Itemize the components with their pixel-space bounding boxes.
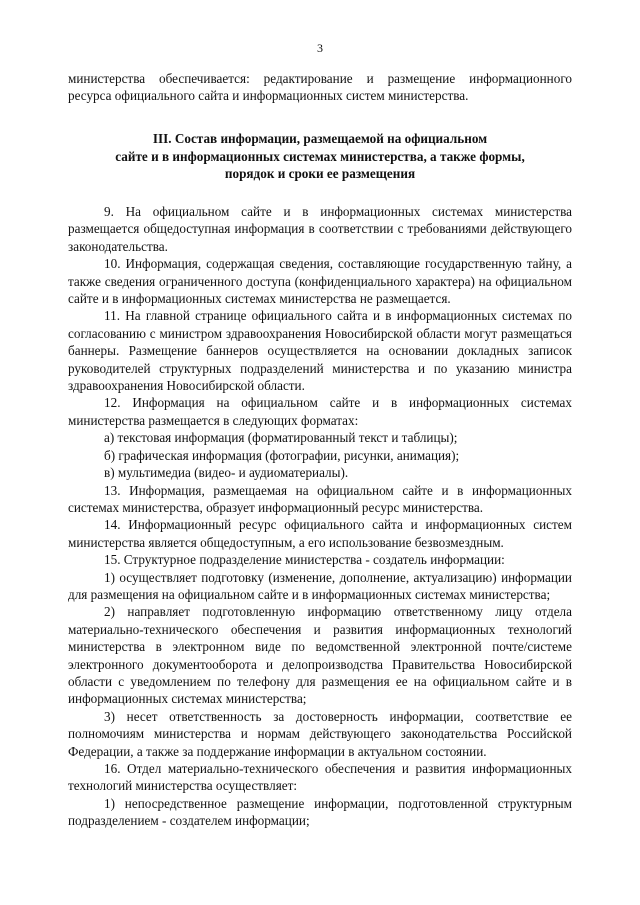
intro-line-2: ресурса официального сайта и информационных систем министерства. [68,88,469,104]
list-item-a: а) текстовая информация (форматированный текст и таблицы); [104,430,458,446]
intro-line-1: министерства обеспечивается: редактирование и размещение информационного [68,71,572,86]
section-body [68,203,572,830]
intro-paragraph [68,70,572,105]
paragraph-13: 13. Информация, размещаемая на официальном сайте и в информационных системах министерства, образует информационный ресурс министерства. [68,482,572,515]
section-heading-line-2: сайте и в информационных системах министерства, а также формы, [115,148,525,164]
paragraph-15: 15. Структурное подразделение министерства - создатель информации: [104,552,505,568]
page-number: 3 [317,41,323,55]
paragraph-11: 11. На главной странице официального сайта и в информационных системах по согласованию с министром здравоохранения Новосибирской области могут размещаться баннеры. Размещение баннеров осуществляется на основании докладных записок руководителей структурных подразделений министерства и по указанию министра здравоохранения Новосибирской области. [68,308,572,394]
paragraph-16-item-1: 1) непосредственное размещение информации, подготовленной структурным подразделением - создателем информации; [68,795,572,829]
paragraph-16: 16. Отдел материально-технического обеспечения и развития информационных технологий министерства осуществляет: [68,761,572,794]
section-heading-line-3: порядок и сроки ее размещения [224,166,416,182]
paragraph-9: 9. На официальном сайте и в информационных системах министерства размещается общедоступная информация в соответствии с требованиями действующего законодательства. [68,204,572,254]
paragraph-10: 10. Информация, содержащая сведения, составляющие государственную тайну, а также сведения ограниченного доступа (конфиденциального характера) на официальном сайте и в информационных системах министерства не размещается. [68,256,572,307]
paragraph-15-item-3: 3) несет ответственность за достоверность информации, соответствие ее полномочиям министерства и нормам действующего законодательства Российской Федерации, а также за поддержание информации в актуальном состоянии. [68,708,572,759]
section-heading-line-1: III. Состав информации, размещаемой на официальном [152,131,488,146]
list-item-v: в) мультимедиа (видео- и аудиоматериалы). [104,465,349,481]
paragraph-14: 14. Информационный ресурс официального сайта и информационных систем министерства является общедоступным, а его использование безвозмездным. [68,517,572,550]
paragraph-15-item-2: 2) направляет подготовленную информацию ответственному лицу отдела материально-технического обеспечения и развития информационных технологий министерства в электронном виде по ведомственной электронной почте/системе электронного документооборота и делопроизводства Правительства Новосибирской области с уведомлением по телефону для размещения ее на официальном сайте и в информационных системах министерства; [68,604,572,707]
paragraph-12: 12. Информация на официальном сайте и в информационных системах министерства размещается в следующих форматах: [68,395,572,428]
section-heading [68,130,572,183]
paragraph-15-item-1: 1) осуществляет подготовку (изменение, дополнение, актуализацию) информации для размещения на официальном сайте и в информационных системах министерства; [68,569,572,602]
list-item-b: б) графическая информация (фотографии, рисунки, анимация); [104,447,460,463]
